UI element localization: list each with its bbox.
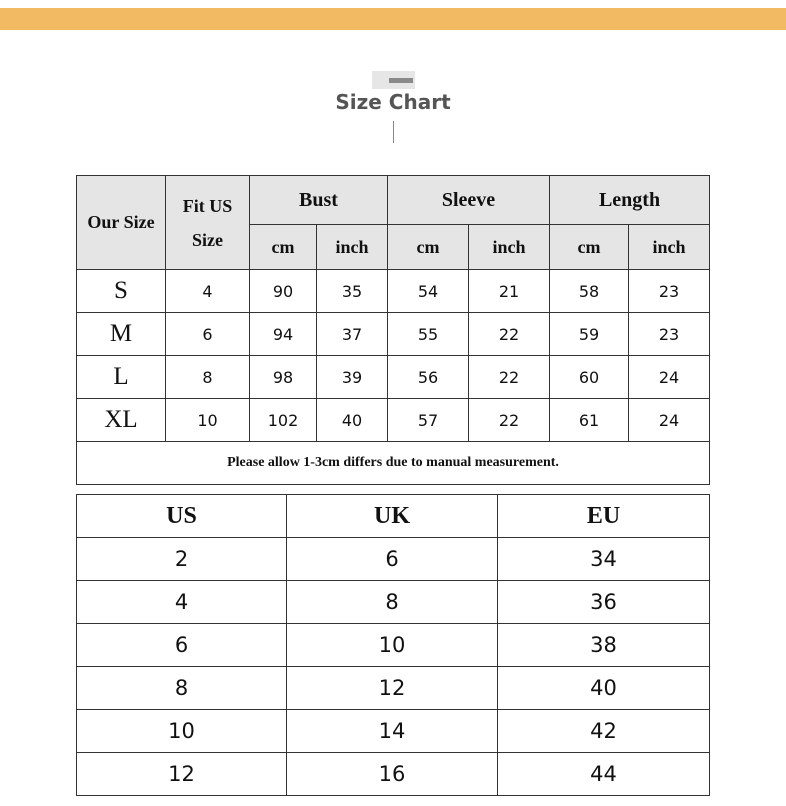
- uk-cell: 14: [287, 710, 498, 753]
- table-row: [77, 270, 710, 313]
- size-cell: L: [77, 356, 166, 399]
- us-cell: 6: [77, 624, 287, 667]
- sleeve-inch-cell: 21: [469, 270, 550, 313]
- uk-cell: 6: [287, 538, 498, 581]
- sleeve-inch-cell: 22: [469, 313, 550, 356]
- unit-header: cm: [388, 225, 469, 270]
- fit-us-cell: 4: [166, 270, 250, 313]
- length-inch-cell: 24: [629, 399, 710, 442]
- table-row: [77, 667, 710, 710]
- uk-cell: 8: [287, 581, 498, 624]
- length-header: Length: [550, 176, 710, 225]
- eu-cell: 44: [498, 753, 710, 796]
- us-cell: 8: [77, 667, 287, 710]
- us-cell: 4: [77, 581, 287, 624]
- sleeve-inch-cell: 22: [469, 399, 550, 442]
- sleeve-cm-cell: 55: [388, 313, 469, 356]
- bust-inch-cell: 35: [317, 270, 388, 313]
- uk-cell: 10: [287, 624, 498, 667]
- unit-header: inch: [317, 225, 388, 270]
- uk-header: UK: [287, 495, 498, 538]
- unit-header: cm: [250, 225, 317, 270]
- length-inch-cell: 23: [629, 270, 710, 313]
- fit-us-cell: 6: [166, 313, 250, 356]
- bust-cm-cell: 90: [250, 270, 317, 313]
- length-inch-cell: 23: [629, 313, 710, 356]
- unit-header: inch: [469, 225, 550, 270]
- eu-cell: 38: [498, 624, 710, 667]
- bust-inch-cell: 39: [317, 356, 388, 399]
- length-cm-cell: 58: [550, 270, 629, 313]
- fit-us-header-line2: Size: [192, 229, 223, 250]
- size-conversion-table: [76, 494, 710, 796]
- size-cell: XL: [77, 399, 166, 442]
- sleeve-cm-cell: 56: [388, 356, 469, 399]
- bust-inch-cell: 37: [317, 313, 388, 356]
- table-row: [77, 624, 710, 667]
- top-accent-bar: [0, 8, 786, 30]
- sleeve-cm-cell: 54: [388, 270, 469, 313]
- our-size-header: Our Size: [77, 176, 166, 270]
- title-decoration-icon: [372, 71, 415, 89]
- fit-us-header-line1: Fit US: [182, 195, 233, 216]
- size-table: [76, 175, 710, 485]
- length-cm-cell: 61: [550, 399, 629, 442]
- us-cell: 2: [77, 538, 287, 581]
- eu-cell: 34: [498, 538, 710, 581]
- unit-header: inch: [629, 225, 710, 270]
- table-row: [77, 313, 710, 356]
- bust-header: Bust: [250, 176, 388, 225]
- eu-cell: 40: [498, 667, 710, 710]
- table-row: [77, 538, 710, 581]
- title-divider: [393, 121, 394, 143]
- bust-cm-cell: 94: [250, 313, 317, 356]
- uk-cell: 12: [287, 667, 498, 710]
- eu-header: EU: [498, 495, 710, 538]
- table-row: [77, 710, 710, 753]
- sleeve-header: Sleeve: [388, 176, 550, 225]
- uk-cell: 16: [287, 753, 498, 796]
- eu-cell: 42: [498, 710, 710, 753]
- fit-us-cell: 8: [166, 356, 250, 399]
- unit-header: cm: [550, 225, 629, 270]
- fit-us-header: [166, 176, 250, 270]
- table-row: [77, 356, 710, 399]
- table-row: [77, 753, 710, 796]
- us-header: US: [77, 495, 287, 538]
- bust-inch-cell: 40: [317, 399, 388, 442]
- us-cell: 12: [77, 753, 287, 796]
- measurement-note: Please allow 1-3cm differs due to manual measurement.: [77, 442, 710, 485]
- size-cell: M: [77, 313, 166, 356]
- page-title: Size Chart: [335, 90, 451, 114]
- fit-us-cell: 10: [166, 399, 250, 442]
- us-cell: 10: [77, 710, 287, 753]
- eu-cell: 36: [498, 581, 710, 624]
- bust-cm-cell: 102: [250, 399, 317, 442]
- length-cm-cell: 59: [550, 313, 629, 356]
- length-cm-cell: 60: [550, 356, 629, 399]
- sleeve-inch-cell: 22: [469, 356, 550, 399]
- bust-cm-cell: 98: [250, 356, 317, 399]
- length-inch-cell: 24: [629, 356, 710, 399]
- size-cell: S: [77, 270, 166, 313]
- sleeve-cm-cell: 57: [388, 399, 469, 442]
- table-row: [77, 399, 710, 442]
- table-row: [77, 581, 710, 624]
